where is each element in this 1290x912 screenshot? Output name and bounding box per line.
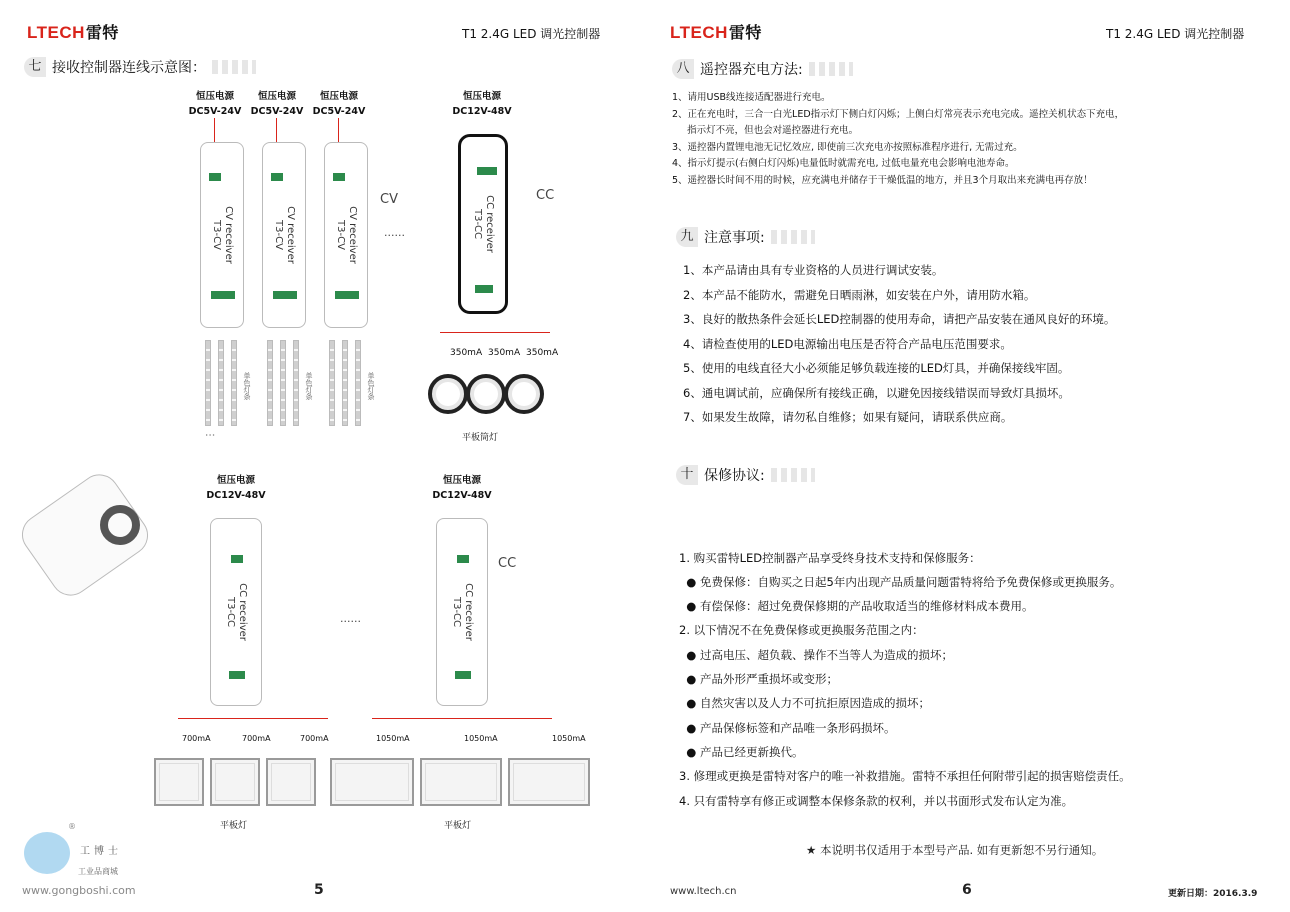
cv-power-label-1: 恒压电源 DC5V-24V: [188, 91, 242, 117]
cc-label-top: CC: [536, 188, 555, 203]
document-title-right: T1 2.4G LED 调光控制器: [1106, 27, 1245, 41]
website-url: www.ltech.cn: [670, 886, 737, 897]
cc-label-bottom: CC: [498, 556, 517, 571]
current-1050-3: 1050mA: [552, 734, 586, 743]
current-700-3: 700mA: [300, 734, 329, 743]
update-date: 更新日期：2016.3.9: [1168, 889, 1258, 899]
cv-power-label-3: 恒压电源 DC5V-24V: [312, 91, 366, 117]
watermark-reg: ®: [68, 822, 76, 831]
panel-light-4: [330, 758, 414, 806]
watermark-sub: 工业品商城: [78, 867, 118, 876]
cv-ellipsis: ......: [384, 226, 405, 239]
downlight-label: 平板筒灯: [462, 433, 499, 443]
panel-light-5: [420, 758, 502, 806]
brand-logo-right: LTECH雷特: [670, 23, 762, 42]
watermark-cn: 工博士: [80, 846, 122, 857]
current-700-2: 700mA: [242, 734, 271, 743]
brand-logo: LTECH雷特: [27, 23, 119, 42]
watermark-url: www.gongboshi.com: [22, 884, 136, 897]
cc-power-label-bl: 恒压电源 DC12V-48V: [206, 475, 266, 501]
strip-label-2: 单色灯条: [305, 372, 313, 400]
downlight-2: [466, 374, 506, 414]
cc-receiver-top: CC receiver T3-CC: [458, 134, 508, 314]
panel-light-2: [210, 758, 260, 806]
panel-light-1: [154, 758, 204, 806]
cc-ellipsis: ......: [340, 612, 361, 625]
page-number-left: 5: [314, 882, 324, 898]
current-1050-1: 1050mA: [376, 734, 410, 743]
strip-label-3: 单色灯条: [367, 372, 375, 400]
downlight-1: [428, 374, 468, 414]
charging-instructions: 1、请用USB线连接适配器进行充电。 2、正在充电时，三合一白光LED指示灯下侧白灯闪烁；上侧白灯常亮表示充电完成。遥控关机状态下充电， 指示灯不亮，但也会对遥控器进行充电。 3、遥控器内置锂电池无记忆效应, 即使前三次充电亦按照标准程序进行, 无需过充。 4、指示灯提示(右侧白灯闪烁)电量低时就需充电, 过低电量充电会影响电池寿命。 5、遥控器长时间不用的时候，应充满电并储存于干燥低温的地方，并且3个月取出来充满电再存放！: [672, 92, 1125, 186]
current-1050-2: 1050mA: [464, 734, 498, 743]
warranty-list: 1. 购买雷特LED控制器产品享受终身技术支持和保修服务： ● 免费保修：自购买之日起5年内出现产品质量问题雷特将给予免费保修或更换服务。 ● 有偿保修：超过免费保修期的产品收取适当的维修材料成本费用。 2. 以下情况不在免费保修或更换服务范围之内： ● 过高电压、超负载、操作不当等人为造成的损坏； ● 产品外形严重损坏或变形； ● 自然灾害以及人力不可抗拒原因造成的损坏； ● 产品保修标签和产品唯一条形码损坏。 ● 产品已经更新换代。 3. 修理或更换是雷特对客户的唯一补救措施。雷特不承担任何附带引起的损害赔偿责任。 4. 只有雷特享有修正或调整本保修条款的权利，并以书面形式发布认定为准。: [679, 550, 1131, 808]
current-350-3: 350mA: [526, 348, 559, 358]
cc-power-label-top: 恒压电源 DC12V-48V: [452, 91, 512, 117]
cv-receiver-1: CV receiver T3-CV: [200, 142, 244, 328]
cv-receiver-3: CV receiver T3-CV: [324, 142, 368, 328]
panel-light-6: [508, 758, 590, 806]
strip-label-1: 单色灯条: [243, 372, 251, 400]
downlight-3: [504, 374, 544, 414]
cc-receiver-br: CC receiver T3-CC: [436, 518, 488, 706]
cv-power-label-2: 恒压电源 DC5V-24V: [250, 91, 304, 117]
current-700-1: 700mA: [182, 734, 211, 743]
notes-list: 1、本产品请由具有专业资格的人员进行调试安装。 2、本产品不能防水，需避免日晒雨淋，如安装在户外，请用防水箱。 3、良好的散热条件会延长LED控制器的使用寿命，请把产品安装在通风良好的环境。 4、请检查使用的LED电源输出电压是否符合产品电压范围要求。 5、使用的电线直径大小必须能足够负载连接的LED灯具，并确保接线牢固。 6、通电调试前，应确保所有接线正确，以避免因接线错误而导致灯具损坏。 7、如果发生故障，请勿私自维修；如果有疑问，请联系供应商。: [683, 263, 1116, 424]
cc-receiver-bl: CC receiver T3-CC: [210, 518, 262, 706]
panel-label-2: 平板灯: [444, 821, 472, 831]
current-350-2: 350mA: [488, 348, 521, 358]
page-number-right: 6: [962, 882, 972, 898]
mascot-icon: [24, 832, 70, 874]
document-title: T1 2.4G LED 调光控制器: [462, 27, 601, 41]
current-350-1: 350mA: [450, 348, 483, 358]
section-7-heading: 七 接收控制器连线示意图：: [24, 56, 256, 78]
section-9-heading: 九 注意事项:: [676, 226, 815, 248]
cc-power-label-br: 恒压电源 DC12V-48V: [432, 475, 492, 501]
panel-label-1: 平板灯: [220, 821, 248, 831]
section-8-heading: 八 遥控器充电方法:: [672, 58, 853, 80]
cv-label: CV: [380, 192, 398, 207]
section-10-heading: 十 保修协议:: [676, 464, 815, 486]
footnote: ★ 本说明书仅适用于本型号产品. 如有更新恕不另行通知。: [806, 843, 1104, 857]
panel-light-3: [266, 758, 316, 806]
cv-receiver-2: CV receiver T3-CV: [262, 142, 306, 328]
remote-dial-icon: [100, 505, 140, 545]
